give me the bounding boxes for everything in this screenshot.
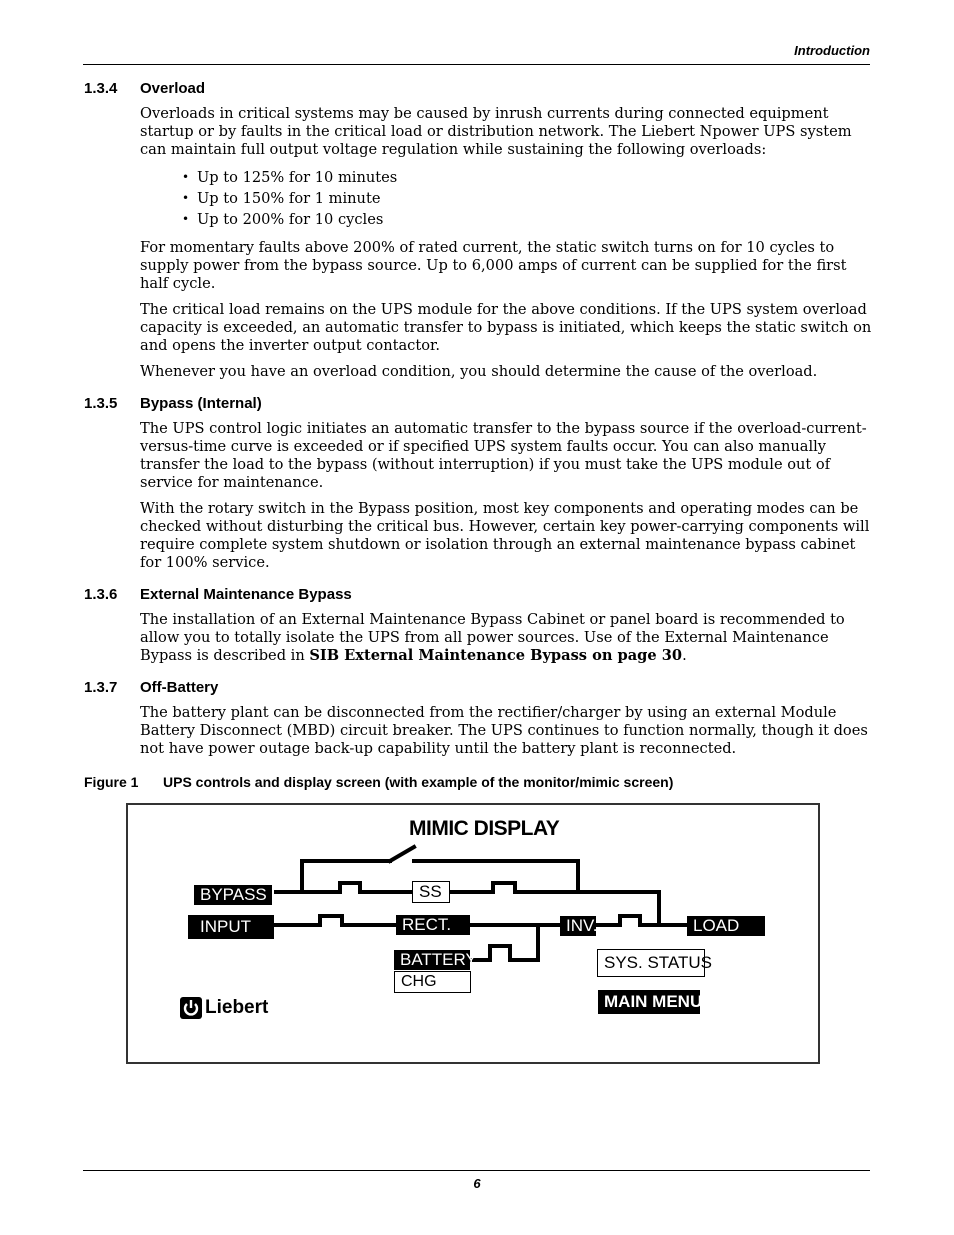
system-status-button[interactable]: SYS. STATUS xyxy=(597,949,705,977)
figure-caption xyxy=(84,774,874,790)
list-item xyxy=(182,167,874,188)
list-item xyxy=(182,209,874,230)
bypass-label[interactable]: BYPASS xyxy=(194,885,272,905)
figure-caption-text: UPS controls and display screen (with example of the monitor/mimic screen) xyxy=(163,774,674,790)
input-label[interactable]: INPUT xyxy=(190,917,272,937)
footer-rule xyxy=(83,1170,870,1171)
paragraph: Overloads in critical systems may be caused by inrush currents during connected equipment startup or by faults in the critical load or distribution network. The Liebert Npower UPS system can maintain full output voltage regulation while sustaining the following overloads: xyxy=(140,105,852,158)
section-number: 1.3.5 xyxy=(84,395,118,412)
section-number: 1.3.6 xyxy=(84,586,118,603)
section-title: External Maintenance Bypass xyxy=(140,586,352,603)
section-heading-external-bypass xyxy=(84,586,874,603)
paragraph-text: The installation of an External Maintenance Bypass Cabinet or panel board is recommended to allow you to totally isolate the UPS from all power sources. Use of the External Maintenance Bypass is described in xyxy=(140,611,845,664)
section-title: Overload xyxy=(140,80,206,97)
battery-label[interactable]: BATTERY xyxy=(394,950,470,970)
rectifier-label[interactable]: RECT. xyxy=(396,915,470,935)
paragraph: For momentary faults above 200% of rated current, the static switch turns on for 10 cycles to supply power from the bypass source. Up to 6,000 amps of current can be supplied for the first half cycle. xyxy=(140,239,847,292)
paragraph-text: . xyxy=(682,647,687,664)
liebert-power-icon xyxy=(180,997,202,1019)
paragraph: The critical load remains on the UPS module for the above conditions. If the UPS system overload capacity is exceeded, an automatic transfer to bypass is initiated, which keeps the static switch on and opens the inverter output contactor. xyxy=(140,301,872,354)
page-number: 6 xyxy=(473,1176,481,1191)
section-heading-overload xyxy=(84,80,874,97)
section-title: Bypass (Internal) xyxy=(140,395,262,412)
load-label[interactable]: LOAD xyxy=(687,916,765,936)
main-menu-button[interactable]: MAIN MENU xyxy=(598,990,700,1014)
overload-list xyxy=(182,167,874,230)
list-item-text: Up to 200% for 10 cycles xyxy=(197,211,384,228)
mimic-display-figure xyxy=(126,803,820,1064)
paragraph: The UPS control logic initiates an automatic transfer to the bypass source if the overload-current-versus-time curve is exceeded or if specified UPS system faults occur. You can also manually transfer the load to the bypass (without interruption) if you must take the UPS module out of service for maintenance. xyxy=(140,420,867,491)
list-item-text: Up to 150% for 1 minute xyxy=(197,190,381,207)
bullet-icon: • xyxy=(182,191,190,205)
liebert-logo xyxy=(180,997,268,1019)
running-header: Introduction xyxy=(794,43,870,58)
page-body xyxy=(84,80,874,790)
static-switch-label[interactable]: SS xyxy=(412,881,450,903)
paragraph: The battery plant can be disconnected from the rectifier/charger by using an external Module Battery Disconnect (MBD) circuit breaker. The UPS continues to function normally, though it does not have power outage back-up capability until the battery plant is reconnected. xyxy=(140,704,868,757)
charge-status-field: CHG xyxy=(394,971,471,993)
section-title: Off-Battery xyxy=(140,679,219,696)
section-number: 1.3.7 xyxy=(84,679,118,696)
figure-number: Figure 1 xyxy=(84,774,139,790)
header-rule xyxy=(83,64,870,65)
section-number: 1.3.4 xyxy=(84,80,118,97)
section-heading-bypass xyxy=(84,395,874,412)
mimic-title: MIMIC DISPLAY xyxy=(409,817,560,840)
section-heading-off-battery xyxy=(84,679,874,696)
cross-reference-link[interactable]: SIB External Maintenance Bypass on page 30 xyxy=(309,647,683,664)
bullet-icon: • xyxy=(182,212,190,226)
list-item xyxy=(182,188,874,209)
paragraph: With the rotary switch in the Bypass position, most key components and operating modes can be checked without disturbing the critical bus. However, certain key power-carrying components will require complete system shutdown or isolation through an external maintenance bypass cabinet for 100% service. xyxy=(140,500,870,571)
list-item-text: Up to 125% for 10 minutes xyxy=(197,169,398,186)
brand-name: Liebert xyxy=(205,997,269,1018)
paragraph xyxy=(140,611,874,665)
bullet-icon: • xyxy=(182,170,190,184)
inverter-label[interactable]: INV. xyxy=(560,916,596,936)
paragraph: Whenever you have an overload condition, you should determine the cause of the overload. xyxy=(140,363,818,380)
